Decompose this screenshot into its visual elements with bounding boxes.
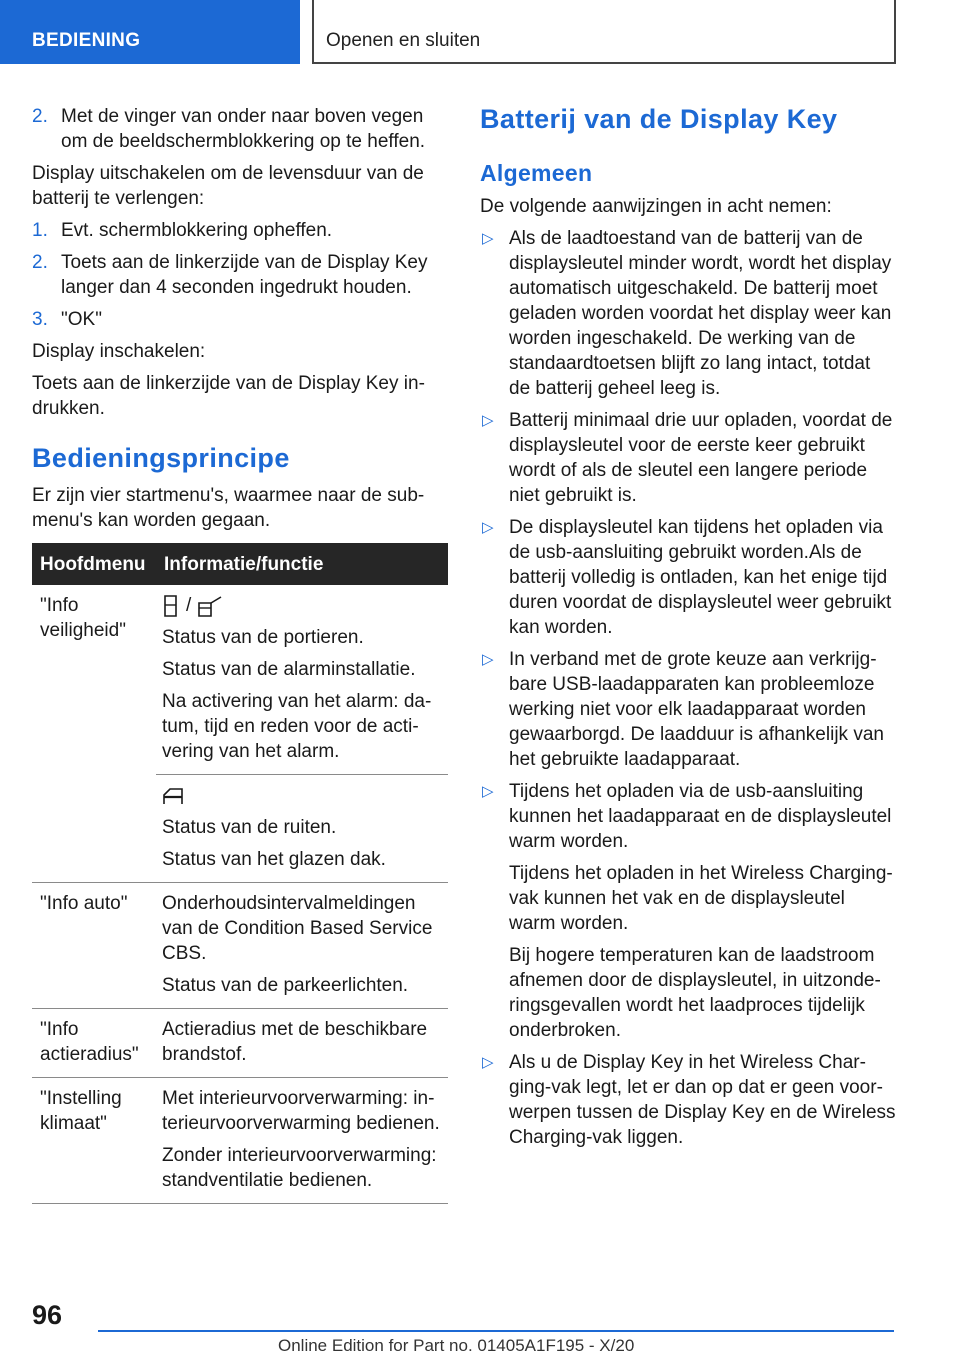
numbered-step xyxy=(32,218,448,243)
table-header-row xyxy=(32,543,448,585)
table-row xyxy=(32,1078,448,1204)
display-on-intro: Display inschakelen: xyxy=(32,341,206,362)
door-open-icon xyxy=(197,595,223,617)
section-heading: Bedieningsprincipe xyxy=(32,443,290,473)
info-cell xyxy=(156,585,448,775)
menu-cell-empty xyxy=(32,775,156,883)
step-text: Toets aan de linkerzijde van de Display Key langer dan 4 seconden ingedrukt houden. xyxy=(61,252,428,298)
list-item xyxy=(480,779,896,1043)
general-subheading: Algemeen xyxy=(480,160,593,186)
triangle-bullet-icon: ▷ xyxy=(482,519,494,536)
triangle-bullet-icon: ▷ xyxy=(482,1054,494,1071)
menu-cell: "Info actieradius" xyxy=(32,1009,156,1078)
footer-rule xyxy=(98,1330,894,1332)
info-line: Na activering van het alarm: datum, tijd en reden voor de activering van het alarm. xyxy=(162,691,432,762)
info-line: Met interieurvoorverwarming: interieurvoorverwarming bedienen. xyxy=(162,1088,440,1134)
info-cell xyxy=(156,1078,448,1204)
bullet-text: De displaysleutel kan tijdens het opladen via de usb-aansluiting gebruikt worden.Als de batterij volledig is ontladen, kan het enige tijd duren voordat de displaysleutel weer gebruikt kan worden. xyxy=(509,517,892,638)
triangle-bullet-icon: ▷ xyxy=(482,230,494,247)
numbered-step xyxy=(32,250,448,300)
table-row xyxy=(32,585,448,775)
column-header-menu: Hoofdmenu xyxy=(32,543,156,585)
list-item xyxy=(480,1050,896,1150)
list-item xyxy=(480,408,896,508)
door-status-icons xyxy=(162,593,442,618)
battery-heading: Batterij van de Display Key xyxy=(480,104,838,134)
display-off-intro: Display uitschakelen om de levensduur van de batterij te verlengen: xyxy=(32,163,424,209)
chapter-title-box xyxy=(312,0,896,64)
list-item xyxy=(480,226,896,401)
numbered-step xyxy=(32,104,448,154)
bullet-text: Als u de Display Key in het Wireless Charging-vak legt, let er dan op dat er geen voorwerpen tussen de Display Key en de Wireless Charging-vak liggen. xyxy=(509,1052,896,1148)
info-line: Onderhoudsintervalmeldingen van de Condition Based Service CBS. xyxy=(162,893,433,964)
icon-separator: / xyxy=(186,595,192,616)
info-line: Zonder interieurvoorverwarming: standventilatie bedienen. xyxy=(162,1145,437,1191)
bullet-text: In verband met de grote keuze aan verkrijgbare USB-laadapparaten kan probleemloze werking niet voor elk laadapparaat worden gewaarborgd. De laadduur is afhankelijk van het gebruikte laadapparaat. xyxy=(509,649,884,770)
menu-cell: "Info veiligheid" xyxy=(40,595,126,641)
page-header xyxy=(0,0,960,68)
info-cell xyxy=(156,883,448,1009)
section-label: BEDIENING xyxy=(32,30,141,51)
step-number: 2. xyxy=(32,106,48,127)
info-line: Status van het glazen dak. xyxy=(162,849,386,870)
main-menu-table xyxy=(32,543,448,1204)
menu-cell: "Instelling klimaat" xyxy=(32,1078,156,1204)
step-text: Evt. schermblokkering opheffen. xyxy=(61,220,333,241)
step-text: Met de vinger van onder naar boven vegen om de beeldschermblokkering op te heffen. xyxy=(61,106,426,152)
info-cell xyxy=(156,775,448,883)
table-row xyxy=(32,1009,448,1078)
bullet-text: Bij hogere temperaturen kan de laadstroom afnemen door de displaysleutel, in uitzonderingsgevallen wordt het laadproces tijdelijk onderbroken. xyxy=(509,945,881,1041)
step-number: 3. xyxy=(32,309,48,330)
info-line: Actieradius met de beschikbare brandstof. xyxy=(162,1019,428,1065)
step-number: 1. xyxy=(32,220,48,241)
window-status-icons xyxy=(162,783,442,808)
display-on-text: Toets aan de linkerzijde van de Display Key indrukken. xyxy=(32,373,425,419)
info-line: Status van de ruiten. xyxy=(162,817,337,838)
section-intro: Er zijn vier startmenu's, waarmee naar de submenu's kan worden gegaan. xyxy=(32,485,425,531)
chapter-title: Openen en sluiten xyxy=(326,30,481,51)
menu-cell: "Info auto" xyxy=(32,883,156,1009)
page-number: 96 xyxy=(32,1300,63,1330)
list-item xyxy=(480,515,896,640)
door-closed-icon xyxy=(162,595,180,617)
step-text: "OK" xyxy=(61,309,102,330)
bullet-text: Batterij minimaal drie uur opladen, voordat de displaysleutel voor de eerste keer gebruikt wordt of als de sleutel een langere periode niet gebruikt is. xyxy=(509,410,893,506)
step-number: 2. xyxy=(32,252,48,273)
info-line: Status van de parkeerlichten. xyxy=(162,975,409,996)
notes-intro: De volgende aanwijzingen in acht nemen: xyxy=(480,196,832,217)
table-row xyxy=(32,775,448,883)
table-row xyxy=(32,883,448,1009)
bullet-text: Tijdens het opladen via de usb-aansluiting kunnen het laadapparaat en de displaysleutel warm worden. xyxy=(509,781,892,852)
column-header-info: Informatie/functie xyxy=(156,543,448,585)
bullet-text: Als de laadtoestand van de batterij van de displaysleutel minder wordt, wordt het display automatisch uitgeschakeld. De batterij moet geladen worden voordat het display weer kan worden ingeschakeld. De werking van de standaardtoetsen blijft zo lang intact, totdat de batterij geheel leeg is. xyxy=(509,228,892,399)
triangle-bullet-icon: ▷ xyxy=(482,412,494,429)
edition-note: Online Edition for Part no. 01405A1F195 - X/20 xyxy=(278,1336,635,1355)
numbered-step xyxy=(32,307,448,332)
info-cell xyxy=(156,1009,448,1078)
list-item xyxy=(480,647,896,772)
window-icon xyxy=(162,786,184,806)
right-column xyxy=(480,104,896,1157)
triangle-bullet-icon: ▷ xyxy=(482,651,494,668)
info-line: Status van de alarminstallatie. xyxy=(162,659,416,680)
section-tab xyxy=(0,0,300,64)
triangle-bullet-icon: ▷ xyxy=(482,783,494,800)
info-line: Status van de portieren. xyxy=(162,627,364,648)
left-column xyxy=(32,104,448,1204)
bullet-text: Tijdens het opladen in het Wireless Charging-vak kunnen het vak en de displaysleutel warm worden. xyxy=(509,863,893,934)
